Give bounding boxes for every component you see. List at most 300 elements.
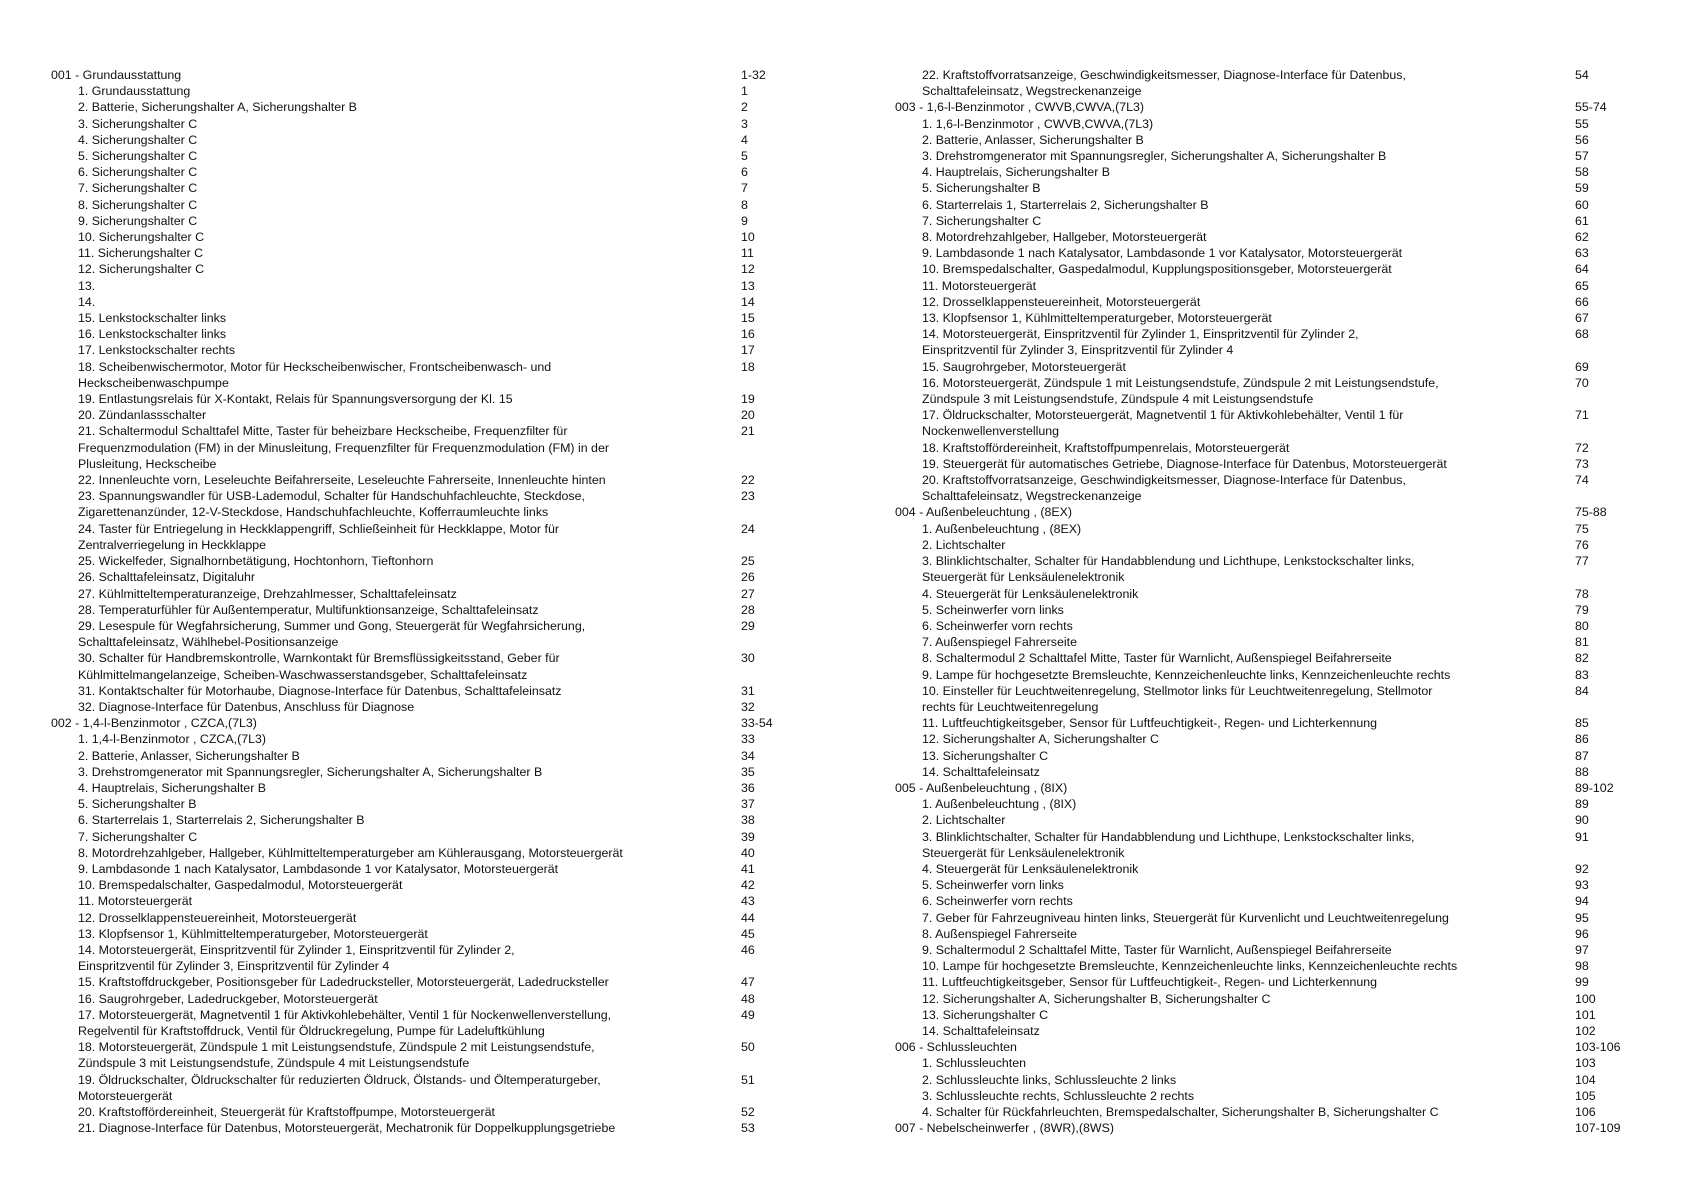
item-title: 30. Schalter für Handbremskontrolle, Warnkontakt für Bremsflüssigkeitsstand, Geber für Kühlmittelmangelanzeige, Scheiben-Waschwasserstandsgeber, Schalttafeleinsatz <box>78 651 560 682</box>
item-title: 6. Scheinwerfer vorn rechts <box>922 894 1073 909</box>
page-number: 26 <box>741 570 755 585</box>
toc-item-row <box>895 715 1640 731</box>
toc-item-row <box>51 650 796 682</box>
item-title: 13. Klopfsensor 1, Kühlmitteltemperaturgeber, Motorsteuergerät <box>922 311 1272 326</box>
page-number: 84 <box>1575 683 1589 698</box>
page-number: 39 <box>741 829 755 844</box>
item-title: 8. Schaltermodul 2 Schalttafel Mitte, Taster für Warnlicht, Außenspiegel Beifahrerseite <box>922 651 1392 666</box>
page-number: 62 <box>1575 230 1589 245</box>
item-title: 2. Batterie, Sicherungshalter A, Sicherungshalter B <box>78 100 357 115</box>
page-number: 15 <box>741 311 755 326</box>
item-title: 3. Blinklichtschalter, Schalter für Handabblendung und Lichthupe, Lenkstockschalter links, Steuergerät für Lenksäulenelektronik <box>922 554 1415 585</box>
page-number: 65 <box>1575 278 1589 293</box>
page-number: 64 <box>1575 262 1589 277</box>
page-number: 10 <box>741 230 755 245</box>
toc-section-row <box>51 715 796 731</box>
item-title: 5. Sicherungshalter B <box>922 181 1041 196</box>
item-title: 16. Saugrohrgeber, Ladedruckgeber, Motorsteuergerät <box>78 991 378 1006</box>
toc-item-row <box>895 861 1640 877</box>
item-title: 19. Öldruckschalter, Öldruckschalter für reduzierten Öldruck, Ölstands- und Öltemperaturgeber, Motorsteuergerät <box>78 1072 601 1103</box>
toc-item-row <box>895 375 1640 407</box>
item-title: 7. Sicherungshalter C <box>78 829 198 844</box>
item-title: 9. Lambdasonde 1 nach Katalysator, Lambdasonde 1 vor Katalysator, Motorsteuergerät <box>78 861 559 876</box>
page-number: 4 <box>741 132 748 147</box>
page-number: 32 <box>741 699 755 714</box>
toc-item-row <box>51 748 796 764</box>
page-number: 12 <box>741 262 755 277</box>
toc-item-row <box>895 942 1640 958</box>
toc-item-row <box>51 893 796 909</box>
page-number: 66 <box>1575 294 1589 309</box>
toc-item-row <box>895 180 1640 196</box>
page-number: 56 <box>1575 132 1589 147</box>
page-number: 58 <box>1575 165 1589 180</box>
item-title: 8. Motordrehzahlgeber, Hallgeber, Kühlmitteltemperaturgeber am Kühlerausgang, Motorsteuergerät <box>78 845 623 860</box>
item-title: 4. Hauptrelais, Sicherungshalter B <box>78 780 267 795</box>
toc-item-row <box>51 472 796 488</box>
item-title: 21. Diagnose-Interface für Datenbus, Motorsteuergerät, Mechatronik für Doppelkupplungsgetriebe <box>78 1121 616 1136</box>
item-title: 17. Öldruckschalter, Motorsteuergerät, Magnetventil 1 für Aktivkohlebehälter, Ventil 1 für Nockenwellenverstellung <box>922 408 1404 439</box>
page-number: 68 <box>1575 327 1589 342</box>
item-title: 19. Entlastungsrelais für X-Kontakt, Relais für Spannungsversorgung der Kl. 15 <box>78 392 513 407</box>
toc-item-row <box>51 488 796 520</box>
page-number: 6 <box>741 165 748 180</box>
page-number: 98 <box>1575 959 1589 974</box>
page-number: 95 <box>1575 910 1589 925</box>
page-number: 53 <box>741 1121 755 1136</box>
item-title: 32. Diagnose-Interface für Datenbus, Anschluss für Diagnose <box>78 699 415 714</box>
toc-item-row <box>895 148 1640 164</box>
page-number: 97 <box>1575 942 1589 957</box>
page-number: 49 <box>741 1007 755 1022</box>
toc-item-row <box>51 926 796 942</box>
page-number: 38 <box>741 813 755 828</box>
page-number: 45 <box>741 926 755 941</box>
page-number: 36 <box>741 780 755 795</box>
toc-item-row <box>51 197 796 213</box>
item-title: 12. Drosselklappensteuereinheit, Motorsteuergerät <box>78 910 357 925</box>
toc-item-row <box>895 440 1640 456</box>
toc-item-row <box>895 132 1640 148</box>
page-number: 101 <box>1575 1007 1596 1022</box>
toc-item-row <box>895 326 1640 358</box>
toc-item-row <box>895 521 1640 537</box>
page-number: 40 <box>741 845 755 860</box>
item-title: 18. Kraftstoffördereinheit, Kraftstoffpumpenrelais, Motorsteuergerät <box>922 440 1290 455</box>
item-title: 1. 1,4-l-Benzinmotor , CZCA,(7L3) <box>78 732 266 747</box>
page-number: 89 <box>1575 797 1589 812</box>
item-title: 11. Luftfeuchtigkeitsgeber, Sensor für Luftfeuchtigkeit-, Regen- und Lichterkennung <box>922 975 1378 990</box>
section-title: 003 - 1,6-l-Benzinmotor , CWVB,CWVA,(7L3) <box>895 100 1145 115</box>
page-number: 60 <box>1575 197 1589 212</box>
item-title: 19. Steuergerät für automatisches Getriebe, Diagnose-Interface für Datenbus, Motorsteuergerät <box>922 456 1447 471</box>
item-title: 8. Außenspiegel Fahrerseite <box>922 926 1077 941</box>
toc-item-row <box>895 910 1640 926</box>
item-title: 5. Scheinwerfer vorn links <box>922 602 1064 617</box>
page-number: 75 <box>1575 521 1589 536</box>
item-title: 18. Motorsteuergerät, Zündspule 1 mit Leistungsendstufe, Zündspule 2 mit Leistungsendstufe, Zündspule 3 mit Leistungsendstufe, Zündspule 4 mit Leistungsendstufe <box>78 1040 595 1071</box>
toc-item-row <box>895 359 1640 375</box>
page-number: 77 <box>1575 554 1589 569</box>
toc-item-row <box>51 132 796 148</box>
toc-item-row <box>51 586 796 602</box>
item-title: 4. Steuergerät für Lenksäulenelektronik <box>922 586 1139 601</box>
page-number: 69 <box>1575 359 1589 374</box>
item-title: 2. Lichtschalter <box>922 813 1006 828</box>
toc-item-row <box>895 261 1640 277</box>
page-number: 37 <box>741 797 755 812</box>
item-title: 2. Lichtschalter <box>922 537 1006 552</box>
item-title: 28. Temperaturfühler für Außentemperatur, Multifunktionsanzeige, Schalttafeleinsatz <box>78 602 539 617</box>
page-number: 93 <box>1575 878 1589 893</box>
page-number: 25 <box>741 554 755 569</box>
item-title: 13. Sicherungshalter C <box>922 748 1049 763</box>
item-title: 11. Sicherungshalter C <box>78 246 204 261</box>
toc-item-row <box>51 180 796 196</box>
page-number: 107-109 <box>1575 1121 1621 1136</box>
page-number: 42 <box>741 878 755 893</box>
item-title: 7. Geber für Fahrzeugniveau hinten links, Steuergerät für Kurvenlicht und Leuchtweitenregelung <box>922 910 1449 925</box>
page-number: 1 <box>741 84 748 99</box>
toc-item-row <box>51 1104 796 1120</box>
item-title: 4. Hauptrelais, Sicherungshalter B <box>922 165 1111 180</box>
page-number: 76 <box>1575 537 1589 552</box>
item-title: 15. Saugrohrgeber, Motorsteuergerät <box>922 359 1126 374</box>
item-title: 2. Schlussleuchte links, Schlussleuchte 2 links <box>922 1072 1177 1087</box>
page-number: 67 <box>1575 311 1589 326</box>
item-title: 8. Motordrehzahlgeber, Hallgeber, Motorsteuergerät <box>922 230 1207 245</box>
item-title: 20. Zündanlassschalter <box>78 408 207 423</box>
toc-item-row <box>51 521 796 553</box>
section-title: 002 - 1,4-l-Benzinmotor , CZCA,(7L3) <box>51 716 257 731</box>
toc-item-row <box>51 83 796 99</box>
page-number: 88 <box>1575 764 1589 779</box>
page-number: 80 <box>1575 618 1589 633</box>
item-title: 17. Motorsteuergerät, Magnetventil 1 für Aktivkohlebehälter, Ventil 1 für Nockenwellenverstellung, Regelventil für Kraftstoffdruck, Ventil für Öldruckregelung, Pumpe für Ladeluftkühlung <box>78 1007 612 1038</box>
toc-item-row <box>51 1039 796 1071</box>
page-number: 83 <box>1575 667 1589 682</box>
section-title: 005 - Außenbeleuchtung , (8IX) <box>895 780 1068 795</box>
page-number: 19 <box>741 392 755 407</box>
toc-item-row <box>895 294 1640 310</box>
item-title: 7. Sicherungshalter C <box>922 213 1042 228</box>
item-title: 22. Innenleuchte vorn, Leseleuchte Beifahrerseite, Leseleuchte Fahrerseite, Innenleuchte hinten <box>78 473 606 488</box>
item-title: 3. Sicherungshalter C <box>78 116 198 131</box>
item-title: 15. Lenkstockschalter links <box>78 311 227 326</box>
toc-item-row <box>51 407 796 423</box>
toc-item-row <box>51 1072 796 1104</box>
toc-item-row <box>51 877 796 893</box>
page-number: 85 <box>1575 716 1589 731</box>
item-title: 1. 1,6-l-Benzinmotor , CWVB,CWVA,(7L3) <box>922 116 1154 131</box>
page-number: 13 <box>741 278 755 293</box>
section-title: 007 - Nebelscheinwerfer , (8WR),(8WS) <box>895 1121 1114 1136</box>
toc-item-row <box>895 407 1640 439</box>
item-title: 6. Starterrelais 1, Starterrelais 2, Sicherungshalter B <box>922 197 1209 212</box>
item-title: 17. Lenkstockschalter rechts <box>78 343 236 358</box>
page-number: 3 <box>741 116 748 131</box>
toc-item-row <box>895 829 1640 861</box>
page-number: 94 <box>1575 894 1589 909</box>
toc-item-row <box>51 569 796 585</box>
page-number: 92 <box>1575 861 1589 876</box>
toc-item-row <box>51 229 796 245</box>
item-title: 13. Sicherungshalter C <box>922 1007 1049 1022</box>
page-number: 57 <box>1575 149 1589 164</box>
page-number: 87 <box>1575 748 1589 763</box>
page-number: 78 <box>1575 586 1589 601</box>
toc-item-row <box>51 213 796 229</box>
toc-item-row <box>51 812 796 828</box>
item-title: 1. Außenbeleuchtung , (8EX) <box>922 521 1082 536</box>
item-title: 26. Schalttafeleinsatz, Digitaluhr <box>78 570 256 585</box>
item-title: 6. Starterrelais 1, Starterrelais 2, Sicherungshalter B <box>78 813 365 828</box>
item-title: 29. Lesespule für Wegfahrsicherung, Summer und Gong, Steuergerät für Wegfahrsicherung, Schalttafeleinsatz, Wählhebel-Positionsanzeige <box>78 618 586 650</box>
toc-item-row <box>895 229 1640 245</box>
item-title: 27. Kühlmitteltemperaturanzeige, Drehzahlmesser, Schalttafeleinsatz <box>78 586 457 601</box>
toc-item-row <box>51 829 796 845</box>
page-number: 103-106 <box>1575 1040 1621 1055</box>
toc-item-row <box>51 278 796 294</box>
page-number: 102 <box>1575 1023 1596 1038</box>
toc-item-row <box>895 748 1640 764</box>
item-title: 16. Motorsteuergerät, Zündspule 1 mit Leistungsendstufe, Zündspule 2 mit Leistungsendstufe, Zündspule 3 mit Leistungsendstufe, Zündspule 4 mit Leistungsendstufe <box>922 375 1439 407</box>
toc-item-row <box>51 99 796 115</box>
page-number: 61 <box>1575 213 1589 228</box>
page-number: 106 <box>1575 1105 1596 1119</box>
page-number: 35 <box>741 764 755 779</box>
page-number: 30 <box>741 651 755 666</box>
page-number: 46 <box>741 942 755 957</box>
toc-left-column <box>51 67 796 1136</box>
toc-item-row <box>895 812 1640 828</box>
toc-item-row <box>895 667 1640 683</box>
item-title: 12. Drosselklappensteuereinheit, Motorsteuergerät <box>922 294 1201 309</box>
item-title: 20. Kraftstoffördereinheit, Steuergerät für Kraftstoffpumpe, Motorsteuergerät <box>78 1105 495 1119</box>
page-number: 5 <box>741 149 748 164</box>
toc-item-row <box>895 796 1640 812</box>
item-title: 22. Kraftstoffvorratsanzeige, Geschwindigkeitsmesser, Diagnose-Interface für Datenbus, Schalttafeleinsatz, Wegstreckenanzeige <box>922 68 1406 99</box>
toc-item-row <box>895 974 1640 990</box>
toc-item-row <box>895 683 1640 715</box>
toc-item-row <box>895 877 1640 893</box>
page-number: 7 <box>741 181 748 196</box>
page-number: 22 <box>741 473 755 488</box>
page-number: 75-88 <box>1575 505 1607 520</box>
item-title: 9. Lambdasonde 1 nach Katalysator, Lambdasonde 1 vor Katalysator, Motorsteuergerät <box>922 246 1403 261</box>
item-title: 3. Drehstromgenerator mit Spannungsregler, Sicherungshalter A, Sicherungshalter B <box>78 764 543 779</box>
toc-item-row <box>51 796 796 812</box>
item-title: 9. Lampe für hochgesetzte Bremsleuchte, Kennzeichenleuchte links, Kennzeichenleuchte rechts <box>922 667 1451 682</box>
page-number: 72 <box>1575 440 1589 455</box>
toc-item-row <box>895 553 1640 585</box>
toc-item-row <box>895 197 1640 213</box>
item-title: 13. <box>78 278 96 293</box>
toc-item-row <box>51 731 796 747</box>
page-number: 34 <box>741 748 755 763</box>
page-number: 2 <box>741 100 748 115</box>
page-number: 51 <box>741 1072 755 1087</box>
item-title: 31. Kontaktschalter für Motorhaube, Diagnose-Interface für Datenbus, Schalttafeleinsatz <box>78 683 562 698</box>
item-title: 5. Sicherungshalter B <box>78 797 197 812</box>
toc-item-row <box>895 310 1640 326</box>
toc-item-row <box>51 780 796 796</box>
page-number: 29 <box>741 618 755 633</box>
toc-item-row <box>51 1120 796 1136</box>
toc-item-row <box>51 764 796 780</box>
toc-item-row <box>51 699 796 715</box>
item-title: 14. Motorsteuergerät, Einspritzventil für Zylinder 1, Einspritzventil für Zylinder 2, Einspritzventil für Zylinder 3, Einspritzventil für Zylinder 4 <box>78 942 515 974</box>
item-title: 1. Grundausstattung <box>78 84 191 99</box>
page-number: 28 <box>741 602 755 617</box>
page-number: 103 <box>1575 1056 1596 1071</box>
item-title: 2. Batterie, Anlasser, Sicherungshalter B <box>78 748 300 763</box>
item-title: 12. Sicherungshalter A, Sicherungshalter B, Sicherungshalter C <box>922 991 1271 1006</box>
toc-item-row <box>895 116 1640 132</box>
page-number: 54 <box>1575 68 1589 82</box>
item-title: 10. Lampe für hochgesetzte Bremsleuchte, Kennzeichenleuchte links, Kennzeichenleuchte rechts <box>922 959 1458 974</box>
item-title: 1. Außenbeleuchtung , (8IX) <box>922 797 1077 812</box>
toc-item-row <box>895 958 1640 974</box>
item-title: 12. Sicherungshalter A, Sicherungshalter C <box>922 732 1159 747</box>
page-number: 47 <box>741 975 755 990</box>
toc-item-row <box>895 278 1640 294</box>
toc-item-row <box>51 618 796 650</box>
toc-section-row <box>895 504 1640 520</box>
item-title: 14. Motorsteuergerät, Einspritzventil für Zylinder 1, Einspritzventil für Zylinder 2, Einspritzventil für Zylinder 3, Einspritzventil für Zylinder 4 <box>922 327 1359 358</box>
toc-item-row <box>51 310 796 326</box>
page-number: 17 <box>741 343 755 358</box>
item-title: 5. Sicherungshalter C <box>78 149 198 164</box>
toc-item-row <box>895 67 1640 99</box>
toc-item-row <box>51 245 796 261</box>
toc-item-row <box>51 342 796 358</box>
toc-item-row <box>51 861 796 877</box>
item-title: 10. Bremspedalschalter, Gaspedalmodul, Motorsteuergerät <box>78 878 403 893</box>
item-title: 11. Motorsteuergerät <box>78 894 193 909</box>
page-number: 104 <box>1575 1072 1596 1087</box>
toc-right-column <box>895 67 1640 1136</box>
page-number: 99 <box>1575 975 1589 990</box>
page-number: 16 <box>741 327 755 342</box>
toc-item-row <box>51 553 796 569</box>
page-number: 89-102 <box>1575 780 1614 795</box>
item-title: 24. Taster für Entriegelung in Heckklappengriff, Schließeinheit für Heckklappe, Motor für Zentralverriegelung in Heckklappe <box>78 521 559 552</box>
page-number: 43 <box>741 894 755 909</box>
item-title: 6. Scheinwerfer vorn rechts <box>922 618 1073 633</box>
page-number: 100 <box>1575 991 1596 1006</box>
toc-item-row <box>51 974 796 990</box>
toc-item-row <box>895 991 1640 1007</box>
page-number: 52 <box>741 1105 755 1119</box>
toc-item-row <box>895 472 1640 504</box>
page-number: 41 <box>741 861 755 876</box>
item-title: 11. Luftfeuchtigkeitsgeber, Sensor für Luftfeuchtigkeit-, Regen- und Lichterkennung <box>922 716 1378 731</box>
toc-item-row <box>895 731 1640 747</box>
page-number: 44 <box>741 910 755 925</box>
page-number: 18 <box>741 359 755 374</box>
item-title: 21. Schaltermodul Schalttafel Mitte, Taster für beheizbare Heckscheibe, Frequenzfilter für Frequenzmodulation (FM) in der Minusleitung, Frequenzfilter für Frequenzmodulation (FM) in der Plusleitung, Heckscheibe <box>78 424 609 471</box>
toc-item-row <box>895 1023 1640 1039</box>
toc-item-row <box>51 942 796 974</box>
toc-section-row <box>895 1120 1640 1136</box>
toc-item-row <box>895 456 1640 472</box>
toc-item-row <box>51 391 796 407</box>
toc-section-row <box>51 67 796 83</box>
page-number: 11 <box>741 246 754 261</box>
item-title: 10. Einsteller für Leuchtweitenregelung, Stellmotor links für Leuchtweitenregelung, Stellmotor rechts für Leuchtweitenregelung <box>922 683 1433 714</box>
page-number: 74 <box>1575 473 1589 488</box>
toc-item-row <box>895 650 1640 666</box>
item-title: 16. Lenkstockschalter links <box>78 327 227 342</box>
toc-item-row <box>51 845 796 861</box>
toc-item-row <box>51 423 796 472</box>
page-number: 81 <box>1575 635 1589 650</box>
item-title: 9. Schaltermodul 2 Schalttafel Mitte, Taster für Warnlicht, Außenspiegel Beifahrerseite <box>922 942 1392 957</box>
toc-section-row <box>895 780 1640 796</box>
toc-item-row <box>895 1088 1640 1104</box>
toc-item-row <box>895 1104 1640 1120</box>
item-title: 5. Scheinwerfer vorn links <box>922 878 1064 893</box>
page-number: 8 <box>741 197 748 212</box>
item-title: 12. Sicherungshalter C <box>78 262 205 277</box>
item-title: 6. Sicherungshalter C <box>78 165 198 180</box>
section-title: 001 - Grundausstattung <box>51 68 182 82</box>
item-title: 1. Schlussleuchten <box>922 1056 1027 1071</box>
toc-item-row <box>51 148 796 164</box>
item-title: 14. Schalttafeleinsatz <box>922 764 1040 779</box>
page-number: 59 <box>1575 181 1589 196</box>
page-number: 24 <box>741 521 755 536</box>
item-title: 11. Motorsteuergerät <box>922 278 1037 293</box>
toc-item-row <box>895 893 1640 909</box>
toc-item-row <box>895 1055 1640 1071</box>
page-number: 48 <box>741 991 755 1006</box>
item-title: 13. Klopfsensor 1, Kühlmitteltemperaturgeber, Motorsteuergerät <box>78 926 428 941</box>
item-title: 7. Sicherungshalter C <box>78 181 198 196</box>
page-number: 55-74 <box>1575 100 1607 115</box>
page-number: 1-32 <box>741 68 766 82</box>
page-number: 82 <box>1575 651 1589 666</box>
toc-item-row <box>895 164 1640 180</box>
toc-item-row <box>51 683 796 699</box>
item-title: 25. Wickelfeder, Signalhornbetätigung, Hochtonhorn, Tieftonhorn <box>78 554 434 569</box>
toc-item-row <box>895 537 1640 553</box>
toc-item-row <box>895 586 1640 602</box>
page-number: 91 <box>1575 829 1589 844</box>
page-number: 33 <box>741 732 755 747</box>
page-number: 71 <box>1575 408 1589 423</box>
item-title: 9. Sicherungshalter C <box>78 213 198 228</box>
page-number: 86 <box>1575 732 1589 747</box>
item-title: 14. Schalttafeleinsatz <box>922 1023 1040 1038</box>
toc-item-row <box>51 116 796 132</box>
page-number: 105 <box>1575 1088 1596 1103</box>
toc-item-row <box>51 991 796 1007</box>
toc-item-row <box>51 1007 796 1039</box>
toc-item-row <box>51 602 796 618</box>
toc-item-row <box>51 910 796 926</box>
page-number: 63 <box>1575 246 1589 261</box>
toc-item-row <box>51 326 796 342</box>
page-number: 14 <box>741 294 755 309</box>
page-number: 79 <box>1575 602 1589 617</box>
item-title: 4. Steuergerät für Lenksäulenelektronik <box>922 861 1139 876</box>
page-number: 27 <box>741 586 755 601</box>
toc-item-row <box>895 602 1640 618</box>
toc-item-row <box>895 245 1640 261</box>
page-number: 23 <box>741 489 755 504</box>
